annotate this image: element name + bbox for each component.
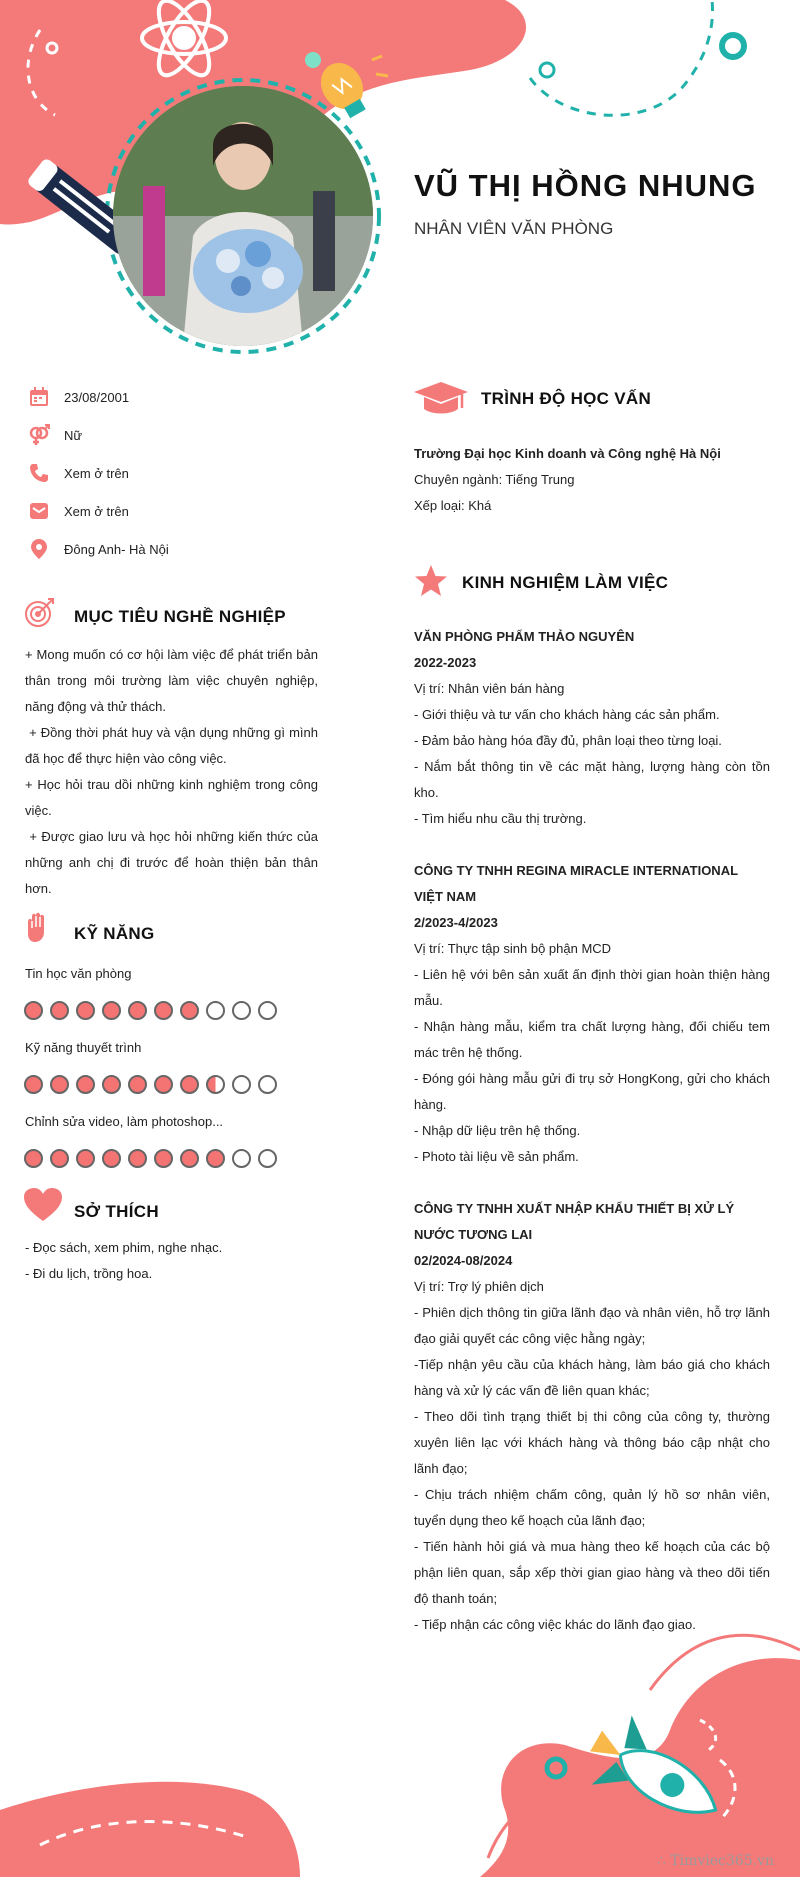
job-period: 2022-2023	[414, 655, 477, 670]
experience-title: KINH NGHIỆM LÀM VIỆC	[462, 573, 669, 592]
skill-rating	[24, 1075, 277, 1094]
job-duty: - Đảm bảo hàng hóa đầy đủ, phân loại theo từng loại.	[414, 733, 722, 748]
skill-label: Kỹ năng thuyết trình	[25, 1040, 142, 1055]
phone-icon	[28, 462, 50, 484]
company-name: CÔNG TY TNHH REGINA MIRACLE INTERNATIONAL VIỆT NAM	[414, 863, 738, 904]
contact-gender	[28, 423, 82, 447]
education-major: Chuyên ngành: Tiếng Trung	[414, 472, 575, 487]
gender-icon	[28, 424, 50, 446]
skill-dot	[102, 1149, 121, 1168]
email-icon	[28, 500, 50, 522]
target-icon	[24, 596, 56, 628]
objective-line: + Được giao lưu và học hỏi những kiến thức của những anh chị đi trước để hoàn thiện bản thân hơn.	[25, 829, 322, 896]
skill-dot	[206, 1001, 225, 1020]
contact-address	[28, 537, 169, 561]
job-duty: - Tiếp nhận các công việc khác do lãnh đạo giao.	[414, 1617, 696, 1632]
skills-title: KỸ NĂNG	[74, 924, 155, 943]
skill-dot	[180, 1149, 199, 1168]
contact-value: 23/08/2001	[64, 389, 130, 405]
calendar-icon	[28, 386, 50, 408]
job-duty: - Theo dõi tình trạng thiết bị thi công của công ty, thường xuyên liên lạc với khách hàng và thông báo cập nhật cho lãnh đạo;	[414, 1409, 770, 1476]
job-duty: - Photo tài liệu về sản phẩm.	[414, 1149, 579, 1164]
job-duty: -Tiếp nhận yêu cầu của khách hàng, làm báo giá cho khách hàng và xử lý các vấn đề liên quan khác;	[414, 1357, 770, 1398]
company-name: CÔNG TY TNHH XUẤT NHẬP KHẨU THIẾT BỊ XỬ LÝ NƯỚC TƯƠNG LAI	[414, 1201, 735, 1242]
skill-dot	[128, 1075, 147, 1094]
skill-dot	[258, 1001, 277, 1020]
hobbies-text	[25, 1235, 318, 1287]
experience-item	[414, 858, 770, 1170]
job-duty: - Nhận hàng mẫu, kiểm tra chất lượng hàng, đối chiếu tem mác trên hệ thống.	[414, 1019, 770, 1060]
skill-dot	[128, 1001, 147, 1020]
skill-dot	[76, 1149, 95, 1168]
skill-dot	[206, 1149, 225, 1168]
job-duty: Vị trí: Nhân viên bán hàng	[414, 681, 565, 696]
skill-dot	[50, 1075, 69, 1094]
job-duty: - Giới thiệu và tư vấn cho khách hàng các sản phẩm.	[414, 707, 720, 722]
skill-dot	[206, 1075, 225, 1094]
skill-rating	[24, 1149, 277, 1168]
company-name: VĂN PHÒNG PHẨM THẢO NGUYÊN	[414, 629, 635, 644]
skill-label: Tin học văn phòng	[25, 966, 132, 981]
skill-dot	[24, 1075, 43, 1094]
job-title: NHÂN VIÊN VĂN PHÒNG	[414, 219, 614, 238]
candidate-name: VŨ THỊ HỒNG NHUNG	[414, 168, 757, 203]
job-duty: Vị trí: Trợ lý phiên dịch	[414, 1279, 544, 1294]
skill-dot	[154, 1149, 173, 1168]
job-duty: - Chịu trách nhiệm chấm công, quản lý hồ sơ nhân viên, tuyển dụng theo kế hoạch của lãnh đạo;	[414, 1487, 770, 1528]
job-duty: - Nắm bắt thông tin về các mặt hàng, lượng hàng còn tồn kho.	[414, 759, 770, 800]
star-icon	[414, 564, 448, 598]
experience-item	[414, 1196, 770, 1638]
objective-title: MỤC TIÊU NGHỀ NGHIỆP	[74, 607, 286, 626]
job-duty: - Tìm hiểu nhu cầu thị trường.	[414, 811, 587, 826]
job-period: 2/2023-4/2023	[414, 915, 498, 930]
heart-icon	[24, 1188, 62, 1222]
skill-dot	[180, 1075, 199, 1094]
job-duty: - Tiến hành hỏi giá và mua hàng theo kế hoạch của các bộ phận liên quan, sắp xếp thời gian giao hàng và theo dõi tiến độ thanh toán;	[414, 1539, 770, 1606]
profile-photo	[113, 86, 373, 346]
contact-value: Đông Anh- Hà Nội	[64, 541, 169, 557]
education-title: TRÌNH ĐỘ HỌC VẤN	[481, 389, 652, 408]
skill-dot	[128, 1149, 147, 1168]
skill-dot	[154, 1075, 173, 1094]
skill-dot	[180, 1001, 199, 1020]
objective-line: + Đồng thời phát huy và vận dụng những gì mình đã học để thực hiện vào công việc.	[25, 725, 322, 766]
skill-dot	[24, 1001, 43, 1020]
skill-dot	[232, 1075, 251, 1094]
location-pin-icon	[28, 538, 50, 560]
skill-dot	[258, 1149, 277, 1168]
objective-line: + Học hỏi trau dồi những kinh nghiệm trong công việc.	[25, 777, 318, 818]
contact-value: Xem ở trên	[64, 465, 129, 481]
education-rank: Xếp loại: Khá	[414, 498, 492, 513]
skill-dot	[258, 1075, 277, 1094]
skill-dot	[232, 1149, 251, 1168]
watermark: ∴ Timviec365.vn	[656, 1853, 774, 1869]
skill-dot	[50, 1149, 69, 1168]
skill-rating	[24, 1001, 277, 1020]
hobby-line: - Đọc sách, xem phim, nghe nhạc.	[25, 1240, 223, 1255]
skill-dot	[76, 1075, 95, 1094]
skill-dot	[102, 1075, 121, 1094]
job-duty: - Liên hệ với bên sản xuất ấn định thời gian hoàn thiện hàng mẫu.	[414, 967, 770, 1008]
skill-dot	[76, 1001, 95, 1020]
skill-dot	[24, 1149, 43, 1168]
fist-icon	[24, 912, 50, 944]
contact-email	[28, 499, 129, 523]
contact-phone	[28, 461, 129, 485]
contact-value: Xem ở trên	[64, 503, 129, 519]
graduation-cap-icon	[414, 382, 468, 416]
contact-value: Nữ	[64, 427, 83, 443]
hobbies-title: SỞ THÍCH	[74, 1202, 159, 1221]
experience-item	[414, 624, 770, 832]
skill-dot	[50, 1001, 69, 1020]
bottom-left-blob	[0, 1782, 300, 1877]
job-duty: - Phiên dịch thông tin giữa lãnh đạo và nhân viên, hỗ trợ lãnh đạo giải quyết các công việc hằng ngày;	[414, 1305, 770, 1346]
school-name: Trường Đại học Kinh doanh và Công nghệ Hà Nội	[414, 446, 721, 461]
skill-dot	[102, 1001, 121, 1020]
job-duty: - Nhập dữ liệu trên hệ thống.	[414, 1123, 581, 1138]
skill-label: Chỉnh sửa video, làm photoshop...	[25, 1114, 224, 1129]
contact-birthdate	[28, 385, 129, 409]
watermark-text: Timviec365.vn	[670, 1853, 774, 1869]
objective-text	[25, 642, 322, 902]
skill-dot	[232, 1001, 251, 1020]
job-duty: Vị trí: Thực tập sinh bộ phận MCD	[414, 941, 612, 956]
job-duty: - Đóng gói hàng mẫu gửi đi trụ sở HongKong, gửi cho khách hàng.	[414, 1071, 770, 1112]
job-period: 02/2024-08/2024	[414, 1253, 513, 1268]
objective-line: + Mong muốn có cơ hội làm việc để phát triển bản thân trong môi trường làm việc chuyên nghiệp, năng động và thử thách.	[25, 647, 318, 714]
skill-dot	[154, 1001, 173, 1020]
education-details	[414, 441, 770, 519]
hobby-line: - Đi du lịch, trồng hoa.	[25, 1266, 153, 1281]
